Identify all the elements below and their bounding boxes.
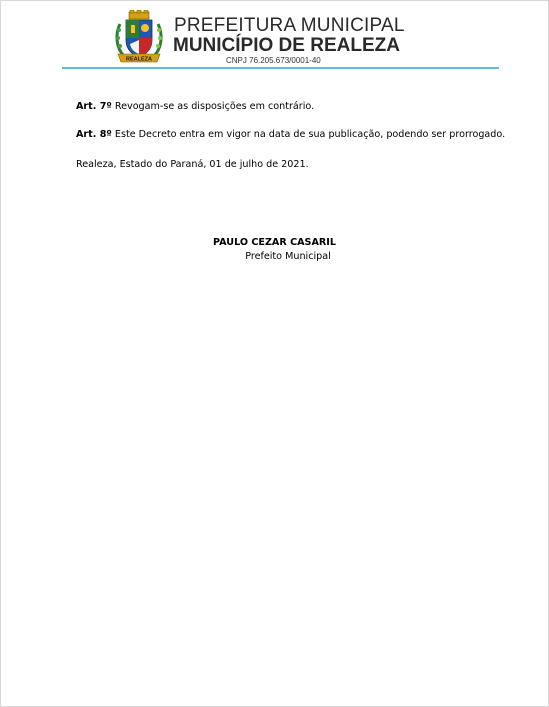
header-divider: [62, 67, 499, 69]
municipal-coat-of-arms-icon: [112, 10, 166, 64]
article-label: Art. 8º: [76, 129, 112, 140]
article-text: Este Decreto entra em vigor na data de sua publicação, podendo ser prorrogado.: [111, 129, 506, 140]
letterhead-title: PREFEITURA MUNICIPAL: [174, 15, 405, 36]
letterhead: [112, 10, 405, 66]
place-and-date: Realeza, Estado do Paraná, 01 de julho de 2021.: [76, 159, 309, 170]
article-text: Revogam-se as disposições em contrário.: [111, 101, 315, 112]
signatory-role: Prefeito Municipal: [245, 251, 331, 262]
article-label: Art. 7º: [76, 101, 112, 112]
letterhead-cnpj: CNPJ 76.205.673/0001-40: [226, 56, 321, 65]
letterhead-subtitle: MUNICÍPIO DE REALEZA: [173, 35, 400, 56]
signatory-name: PAULO CEZAR CASARIL: [213, 237, 336, 248]
article-8: [76, 129, 505, 140]
crest-banner-text: REALEZA: [126, 56, 152, 63]
article-7: [76, 101, 314, 112]
